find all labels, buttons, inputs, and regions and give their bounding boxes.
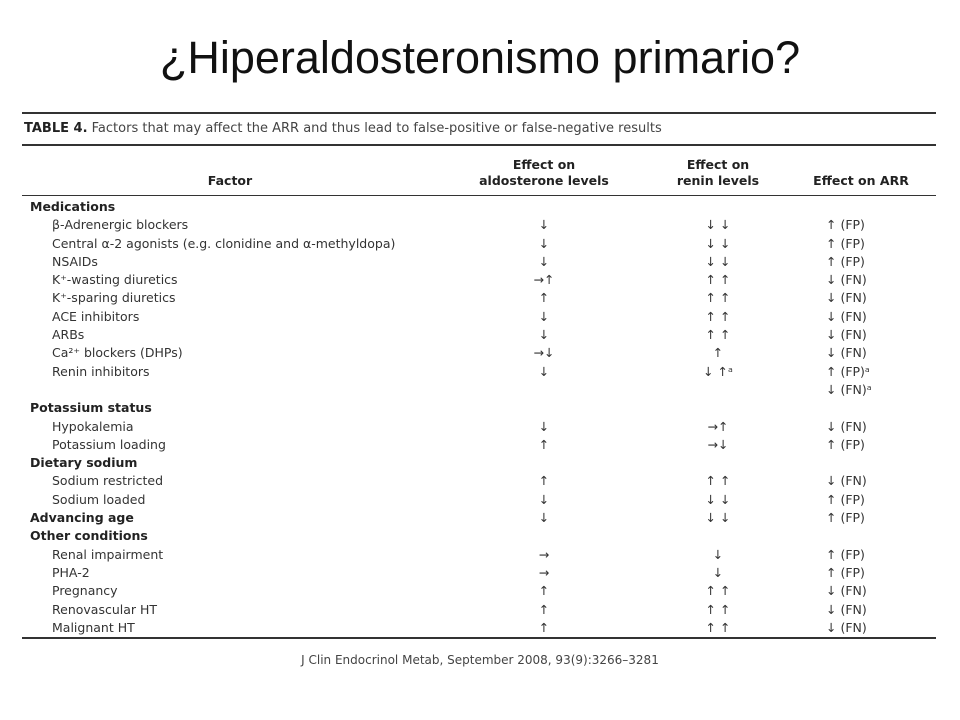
cell-factor: Sodium restricted	[52, 473, 164, 489]
cell-factor: Potassium status	[30, 400, 152, 416]
cell-arr-effect	[786, 454, 936, 472]
cell-factor: ARBs	[52, 327, 85, 343]
cell-aldosterone-effect: ↑	[538, 583, 550, 599]
cell-aldosterone-effect	[438, 381, 650, 399]
cell-factor: ACE inhibitors	[52, 308, 140, 324]
cell-factor: K⁺-wasting diuretics	[52, 272, 178, 288]
cell-factor: Other conditions	[30, 528, 148, 544]
table-row	[22, 436, 936, 454]
cell-arr-effect: ↑ (FP)	[826, 253, 865, 269]
cell-factor: Central α-2 agonists (e.g. clonidine and α-methyldopa)	[52, 235, 396, 251]
cell-renin-effect: →↑	[707, 418, 729, 434]
cell-aldosterone-effect: ↓	[538, 235, 550, 251]
cell-arr-effect: ↑ (FP)ᵃ	[826, 363, 870, 379]
cell-renin-effect	[650, 198, 786, 216]
header-renin-line2: renin levels	[676, 173, 760, 188]
cell-aldosterone-effect	[438, 527, 650, 545]
cell-arr-effect: ↓ (FN)	[826, 473, 867, 489]
cell-aldosterone-effect: →	[538, 546, 550, 562]
cell-aldosterone-effect: ↑	[538, 473, 550, 489]
cell-renin-effect: ↓ ↑ᵃ	[703, 363, 733, 379]
cell-aldosterone-effect: ↓	[538, 308, 550, 324]
cell-aldosterone-effect: ↓	[538, 491, 550, 507]
cell-aldosterone-effect	[438, 198, 650, 216]
table-body	[22, 196, 936, 637]
cell-factor: Potassium loading	[52, 436, 166, 452]
cell-factor: K⁺-sparing diuretics	[52, 290, 176, 306]
cell-arr-effect: ↑ (FP)	[826, 546, 865, 562]
table-section-row	[22, 399, 936, 417]
factors-table	[22, 112, 936, 639]
table-row	[22, 363, 936, 381]
cell-arr-effect: ↓ (FN)	[826, 619, 867, 635]
cell-aldosterone-effect: ↑	[538, 619, 550, 635]
cell-arr-effect: ↓ (FN)	[826, 290, 867, 306]
table-header-row	[22, 146, 936, 195]
cell-factor: Renin inhibitors	[52, 363, 150, 379]
header-arr-label: Effect on ARR	[813, 173, 909, 188]
table-caption-text: Factors that may affect the ARR and thus lead to false-positive or false-negative results	[87, 121, 662, 136]
cell-arr-effect: ↓ (FN)	[826, 345, 867, 361]
cell-renin-effect: ↓	[712, 546, 724, 562]
cell-aldosterone-effect: →↑	[533, 272, 555, 288]
cell-arr-effect: ↑ (FP)	[826, 436, 865, 452]
cell-arr-effect: ↓ (FN)	[826, 327, 867, 343]
header-factor	[22, 146, 438, 195]
table-row	[22, 491, 936, 509]
cell-arr-effect	[786, 399, 936, 417]
table-row	[22, 472, 936, 490]
cell-renin-effect: ↑ ↑	[705, 308, 731, 324]
header-aldosterone	[438, 146, 650, 195]
cell-renin-effect: ↑ ↑	[705, 327, 731, 343]
cell-factor: Pregnancy	[52, 583, 118, 599]
cell-renin-effect	[650, 454, 786, 472]
cell-arr-effect: ↓ (FN)	[826, 601, 867, 617]
cell-renin-effect: ↑ ↑	[705, 583, 731, 599]
header-renin	[650, 146, 786, 195]
cell-renin-effect: ↑ ↑	[705, 290, 731, 306]
table-row	[22, 619, 936, 637]
cell-aldosterone-effect: ↓	[538, 363, 550, 379]
cell-arr-effect: ↑ (FP)	[826, 491, 865, 507]
source-citation: J Clin Endocrinol Metab, September 2008, 93(9):3266–3281	[301, 653, 659, 667]
cell-aldosterone-effect: ↓	[538, 253, 550, 269]
cell-aldosterone-effect: →↓	[533, 345, 555, 361]
cell-aldosterone-effect: →	[538, 564, 550, 580]
header-arr	[786, 146, 936, 195]
cell-factor: Hypokalemia	[52, 418, 134, 434]
cell-arr-effect	[786, 527, 936, 545]
cell-renin-effect: ↓ ↓	[705, 491, 731, 507]
table-row	[22, 381, 936, 399]
header-aldosterone-line1: Effect on	[512, 157, 576, 172]
cell-factor: NSAIDs	[52, 253, 98, 269]
table-caption-lead: TABLE 4.	[24, 121, 88, 136]
cell-renin-effect: ↑ ↑	[705, 619, 731, 635]
slide-title: ¿Hiperaldosteronismo primario?	[159, 32, 801, 83]
header-aldosterone-line2: aldosterone levels	[479, 173, 609, 188]
cell-renin-effect: ↓ ↓	[705, 253, 731, 269]
cell-arr-effect	[786, 198, 936, 216]
table-row	[22, 235, 936, 253]
cell-factor: Dietary sodium	[30, 455, 138, 471]
table-row	[22, 418, 936, 436]
cell-factor: PHA-2	[52, 564, 90, 580]
cell-factor: Medications	[30, 199, 116, 214]
cell-arr-effect: ↑ (FP)	[826, 564, 865, 580]
cell-renin-effect: ↑ ↑	[705, 601, 731, 617]
cell-factor	[22, 381, 438, 399]
cell-aldosterone-effect: ↑	[538, 290, 550, 306]
table-bottom-rule	[22, 637, 936, 639]
cell-renin-effect: ↑ ↑	[705, 473, 731, 489]
table-row	[22, 271, 936, 289]
table-row	[22, 326, 936, 344]
cell-aldosterone-effect	[438, 454, 650, 472]
cell-aldosterone-effect: ↑	[538, 601, 550, 617]
table-section-row	[22, 198, 936, 216]
cell-factor: β-Adrenergic blockers	[52, 217, 189, 233]
cell-arr-effect: ↓ (FN)	[826, 308, 867, 324]
cell-aldosterone-effect: ↑	[538, 436, 550, 452]
table-row	[22, 216, 936, 234]
table-row	[22, 289, 936, 307]
cell-renin-effect: ↑ ↑	[705, 272, 731, 288]
cell-aldosterone-effect: ↓	[538, 217, 550, 233]
cell-renin-effect	[650, 399, 786, 417]
table-section-row	[22, 454, 936, 472]
cell-arr-effect: ↑ (FP)	[826, 217, 865, 233]
cell-aldosterone-effect	[438, 399, 650, 417]
table-row	[22, 344, 936, 362]
cell-renin-effect	[650, 527, 786, 545]
table-row	[22, 582, 936, 600]
table-row	[22, 601, 936, 619]
cell-factor: Malignant HT	[52, 619, 135, 635]
cell-aldosterone-effect: ↓	[538, 327, 550, 343]
cell-renin-effect: →↓	[707, 436, 729, 452]
cell-arr-effect: ↓ (FN)ᵃ	[826, 381, 872, 397]
table-row	[22, 546, 936, 564]
cell-arr-effect: ↑ (FP)	[826, 510, 865, 526]
cell-factor: Renal impairment	[52, 546, 164, 562]
table-row	[22, 253, 936, 271]
cell-arr-effect: ↑ (FP)	[826, 235, 865, 251]
cell-renin-effect	[650, 381, 786, 399]
cell-renin-effect: ↓	[712, 564, 724, 580]
table-section-row	[22, 509, 936, 527]
cell-aldosterone-effect: ↓	[538, 510, 550, 526]
cell-renin-effect: ↓ ↓	[705, 510, 731, 526]
header-renin-line1: Effect on	[686, 157, 750, 172]
cell-factor: Renovascular HT	[52, 601, 158, 617]
cell-arr-effect: ↓ (FN)	[826, 418, 867, 434]
cell-factor: Ca²⁺ blockers (DHPs)	[52, 345, 183, 361]
table-section-row	[22, 527, 936, 545]
cell-arr-effect: ↓ (FN)	[826, 272, 867, 288]
cell-renin-effect: ↓ ↓	[705, 235, 731, 251]
table-row	[22, 308, 936, 326]
cell-arr-effect: ↓ (FN)	[826, 583, 867, 599]
table-caption	[22, 114, 936, 144]
cell-factor: Sodium loaded	[52, 491, 146, 507]
cell-renin-effect: ↑	[712, 345, 724, 361]
cell-factor: Advancing age	[30, 510, 134, 526]
header-factor-label: Factor	[207, 173, 253, 188]
cell-renin-effect: ↓ ↓	[705, 217, 731, 233]
cell-aldosterone-effect: ↓	[538, 418, 550, 434]
table-row	[22, 564, 936, 582]
